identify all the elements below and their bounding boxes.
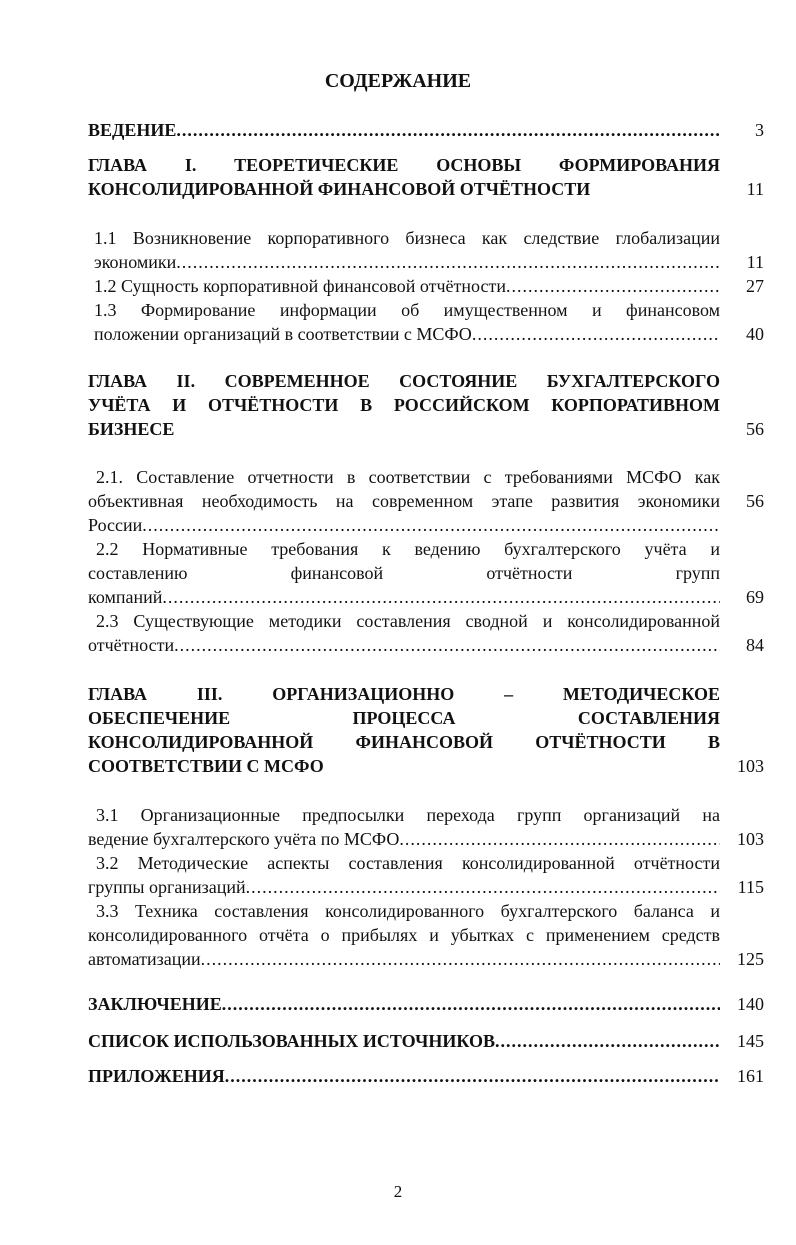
entry-line: КОНСОЛИДИРОВАННОЙ ФИНАНСОВОЙ ОТЧЁТНОСТИ В bbox=[88, 732, 720, 752]
dot-leader bbox=[225, 1064, 720, 1088]
entry-line: группы организаций bbox=[88, 877, 246, 897]
entry-page: 140 bbox=[737, 994, 764, 1014]
toc-entry-1-3[interactable] bbox=[94, 298, 764, 346]
entry-line: 2.2 Нормативные требования к ведению бухгалтерского учёта и bbox=[96, 539, 720, 559]
entry-line: составлению финансовой отчётности групп bbox=[88, 563, 720, 583]
entry-line: 2.1. Составление отчетности в соответствии с требованиями МСФО как bbox=[96, 467, 720, 487]
page-number: 2 bbox=[393, 1182, 403, 1201]
entry-page: 69 bbox=[746, 587, 764, 607]
entry-line: 2.3 Существующие методики составления сводной и консолидированной bbox=[96, 611, 720, 631]
entry-line: автоматизации bbox=[88, 949, 201, 969]
toc-entry-sources[interactable] bbox=[88, 1029, 764, 1053]
entry-label: ВЕДЕНИЕ bbox=[88, 120, 177, 140]
toc-entry-3-3[interactable] bbox=[88, 899, 764, 971]
entry-page: 11 bbox=[746, 179, 764, 199]
dot-leader bbox=[176, 250, 720, 274]
toc-entry-intro[interactable] bbox=[88, 118, 764, 142]
toc-entry-chapter-3[interactable] bbox=[88, 682, 764, 778]
entry-line: 3.3 Техника составления консолидированного бухгалтерского баланса и bbox=[96, 901, 720, 921]
entry-line: отчётности bbox=[88, 635, 175, 655]
page-title: СОДЕРЖАНИЕ bbox=[324, 70, 472, 92]
entry-line: ОБЕСПЕЧЕНИЕ ПРОЦЕССА СОСТАВЛЕНИЯ bbox=[88, 708, 720, 728]
toc-entry-3-1[interactable] bbox=[88, 803, 764, 851]
entry-line: объективная необходимость на современном этапе развития экономики bbox=[88, 491, 720, 511]
entry-page: 161 bbox=[737, 1066, 764, 1086]
entry-line: положении организаций в соответствии с МСФО bbox=[94, 324, 472, 344]
entry-page: 125 bbox=[737, 949, 764, 969]
entry-line: КОНСОЛИДИРОВАННОЙ ФИНАНСОВОЙ ОТЧЁТНОСТИ bbox=[88, 179, 591, 199]
entry-page: 103 bbox=[737, 829, 764, 849]
entry-page: 84 bbox=[746, 635, 764, 655]
dot-leader bbox=[472, 322, 720, 346]
dot-leader bbox=[162, 585, 720, 609]
dot-leader bbox=[222, 992, 720, 1016]
entry-line: экономики bbox=[94, 252, 177, 272]
entry-line: консолидированного отчёта о прибылях и убытках с применением средств bbox=[88, 925, 720, 945]
toc-entry-conclusion[interactable] bbox=[88, 992, 764, 1016]
entry-line: ГЛАВА II. СОВРЕМЕННОЕ СОСТОЯНИЕ БУХГАЛТЕРСКОГО bbox=[88, 371, 720, 391]
entry-page: 56 bbox=[746, 491, 764, 511]
toc-entry-2-2[interactable] bbox=[88, 537, 764, 609]
dot-leader bbox=[142, 513, 720, 537]
entry-line: БИЗНЕСЕ bbox=[88, 419, 175, 439]
entry-page: 11 bbox=[746, 252, 764, 272]
entry-line: России bbox=[88, 515, 143, 535]
entry-line: 3.1 Организационные предпосылки перехода групп организаций на bbox=[96, 805, 720, 825]
entry-page: 27 bbox=[746, 276, 764, 296]
entry-page: 115 bbox=[737, 877, 764, 897]
toc-entry-1-1[interactable] bbox=[94, 226, 764, 274]
entry-label: ЗАКЛЮЧЕНИЕ bbox=[88, 994, 222, 1014]
entry-line: 1.1 Возникновение корпоративного бизнеса как следствие глобализации bbox=[94, 228, 720, 248]
entry-line: 1.2 Сущность корпоративной финансовой отчётности bbox=[94, 276, 506, 296]
entry-line: ГЛАВА III. ОРГАНИЗАЦИОННО – МЕТОДИЧЕСКОЕ bbox=[88, 684, 720, 704]
entry-page: 3 bbox=[755, 120, 764, 140]
toc-entry-chapter-1[interactable] bbox=[88, 153, 764, 201]
entry-label: ПРИЛОЖЕНИЯ bbox=[88, 1066, 225, 1086]
toc-entry-2-3[interactable] bbox=[88, 609, 764, 657]
entry-line: 1.3 Формирование информации об имущественном и финансовом bbox=[94, 300, 720, 320]
toc-entry-appendix[interactable] bbox=[88, 1064, 764, 1088]
entry-label: СПИСОК ИСПОЛЬЗОВАННЫХ ИСТОЧНИКОВ bbox=[88, 1031, 495, 1051]
dot-leader bbox=[176, 118, 720, 142]
toc-entry-1-2[interactable] bbox=[94, 274, 764, 298]
dot-leader bbox=[399, 827, 720, 851]
dot-leader bbox=[201, 947, 720, 971]
dot-leader bbox=[174, 633, 720, 657]
toc-entry-chapter-2[interactable] bbox=[88, 369, 764, 441]
entry-page: 40 bbox=[746, 324, 764, 344]
entry-line: ведение бухгалтерского учёта по МСФО bbox=[88, 829, 400, 849]
entry-line: ГЛАВА I. ТЕОРЕТИЧЕСКИЕ ОСНОВЫ ФОРМИРОВАНИЯ bbox=[88, 155, 720, 175]
entry-line: 3.2 Методические аспекты составления консолидированной отчётности bbox=[96, 853, 720, 873]
entry-line: УЧЁТА И ОТЧЁТНОСТИ В РОССИЙСКОМ КОРПОРАТИВНОМ bbox=[88, 395, 720, 415]
toc-entry-2-1[interactable] bbox=[88, 465, 764, 537]
dot-leader bbox=[506, 274, 720, 298]
toc-entry-3-2[interactable] bbox=[88, 851, 764, 899]
entry-page: 145 bbox=[737, 1031, 764, 1051]
entry-page: 56 bbox=[746, 419, 764, 439]
dot-leader bbox=[495, 1029, 720, 1053]
entry-line: СООТВЕТСТВИИ С МСФО bbox=[88, 756, 324, 776]
entry-page: 103 bbox=[737, 756, 764, 776]
entry-line: компаний bbox=[88, 587, 163, 607]
dot-leader bbox=[246, 875, 720, 899]
